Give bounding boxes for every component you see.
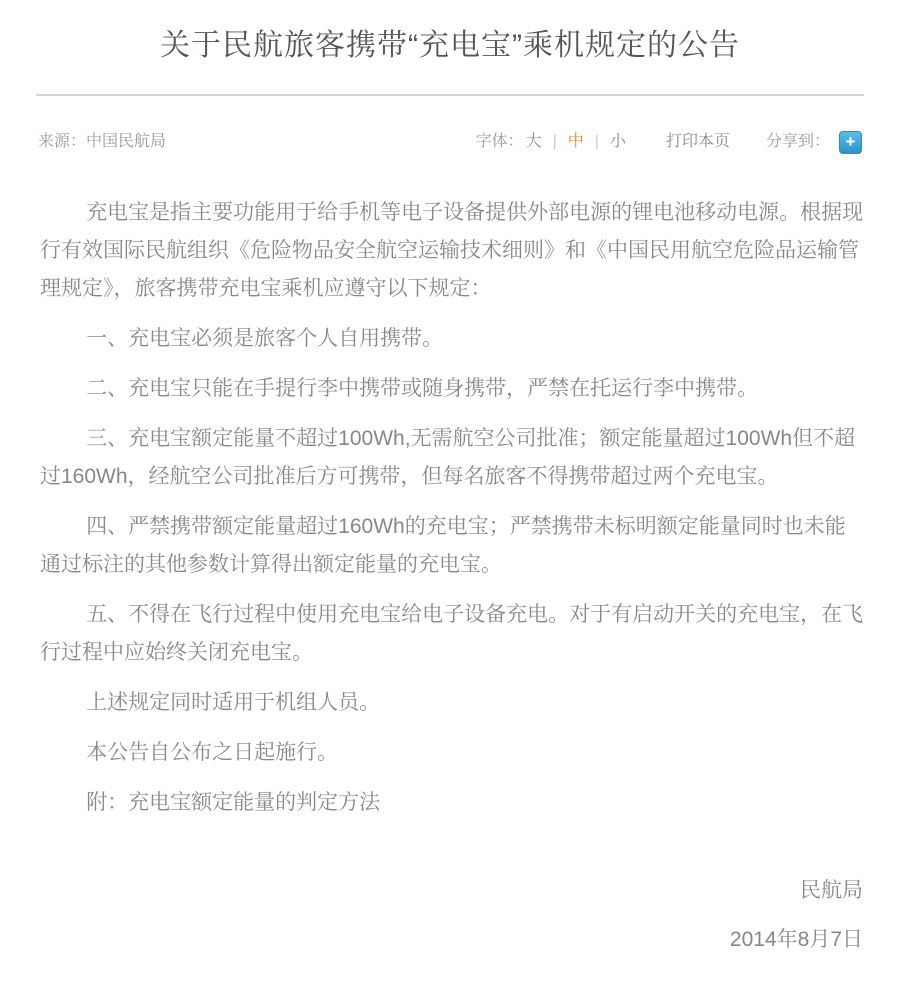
font-size-medium-button[interactable]: 中 — [567, 133, 584, 150]
meta-row — [38, 130, 862, 154]
toolbar — [476, 130, 862, 154]
share-button[interactable] — [839, 131, 862, 154]
font-size-large-button[interactable]: 大 — [525, 133, 542, 150]
signature-author: 民航局 — [800, 879, 863, 902]
paragraph-rule-1: 一、充电宝必须是旅客个人自用携带。 — [86, 327, 444, 350]
source-label: 来源： — [38, 133, 87, 150]
signature-block — [0, 872, 900, 959]
title-divider — [36, 94, 864, 96]
paragraph-rule-3: 三、充电宝额定能量不超过100Wh,无需航空公司批准；额定能量超过100Wh但不超过160Wh，经航空公司批准后方可携带，但每名旅客不得携带超过两个充电宝。 — [40, 427, 856, 488]
source — [38, 130, 166, 154]
source-value: 中国民航局 — [86, 133, 167, 150]
paragraph-effective: 本公告自公布之日起施行。 — [86, 741, 339, 764]
separator: | — [594, 133, 599, 150]
page-title: 关于民航旅客携带“充电宝”乘机规定的公告 — [160, 29, 740, 62]
paragraph-intro: 充电宝是指主要功能用于给手机等电子设备提供外部电源的锂电池移动电源。根据现行有效国际民航组织《危险物品安全航空运输技术细则》和《中国民用航空危险品运输管理规定》，旅客携带充电宝乘机应遵守以下规定： — [40, 201, 864, 300]
share-to-label: 分享到： — [765, 133, 830, 150]
signature-date: 2014年8月7日 — [729, 928, 863, 951]
paragraph-attachment: 附：充电宝额定能量的判定方法 — [86, 791, 381, 814]
paragraph-rule-2: 二、充电宝只能在手提行李中携带或随身携带，严禁在托运行李中携带。 — [86, 377, 759, 400]
plus-share-icon: + — [845, 132, 856, 151]
font-size-small-button[interactable]: 小 — [609, 133, 626, 150]
paragraph-crew: 上述规定同时适用于机组人员。 — [86, 691, 381, 714]
font-size-label: 字体： — [475, 133, 524, 150]
paragraph-rule-4: 四、严禁携带额定能量超过160Wh的充电宝；严禁携带未标明额定能量同时也未能通过标注的其他参数计算得出额定能量的充电宝。 — [40, 515, 846, 576]
separator: | — [552, 133, 557, 150]
article-body — [0, 194, 900, 822]
paragraph-rule-5: 五、不得在飞行过程中使用充电宝给电子设备充电。对于有启动开关的充电宝，在飞行过程中应始终关闭充电宝。 — [40, 603, 864, 664]
print-page-button[interactable]: 打印本页 — [665, 133, 730, 150]
